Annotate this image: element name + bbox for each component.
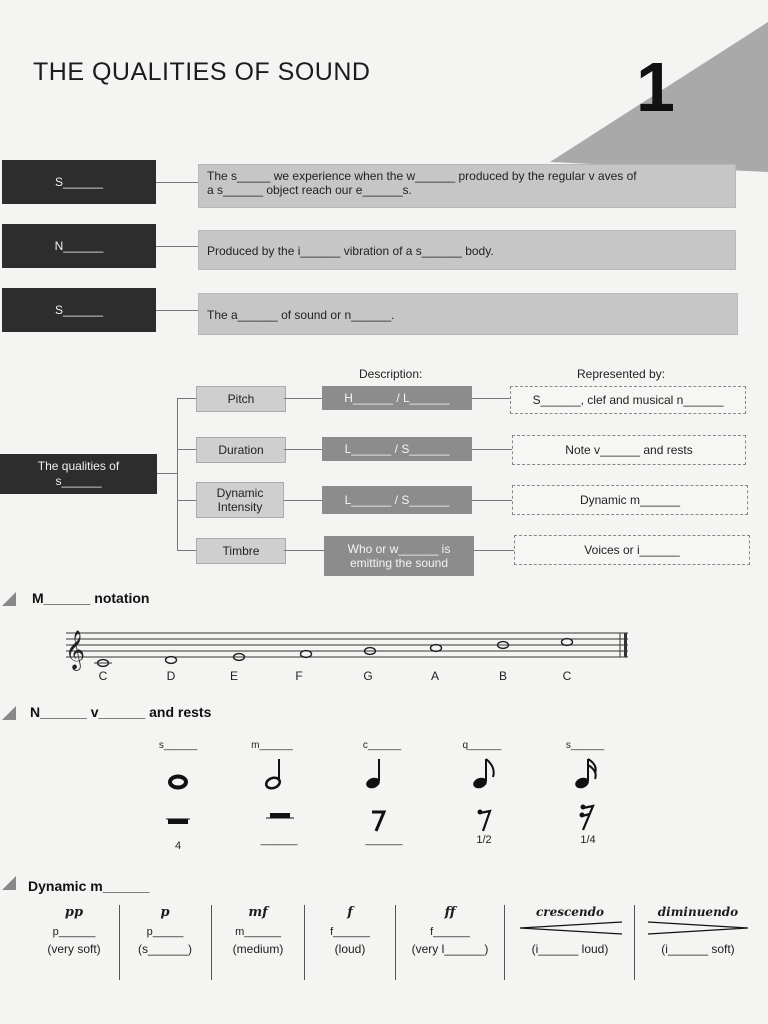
- definition-text-line: Produced by the i______ vibration of a s______ body.: [207, 244, 494, 258]
- qualities-root-line: The qualities of: [37, 459, 120, 473]
- minim-icon: [265, 759, 282, 790]
- dynamic-meaning: (very l______): [411, 942, 489, 956]
- note-name: F: [295, 669, 303, 683]
- connector: [177, 500, 196, 501]
- note-value-label: s______: [565, 740, 605, 751]
- represented-dynamics: Dynamic m______: [512, 485, 748, 515]
- crescendo-hairpin-icon: [514, 919, 626, 935]
- note-name: C: [98, 669, 108, 683]
- connector: [472, 449, 512, 450]
- represented-timbre: Voices or i______: [514, 535, 750, 565]
- tree-trunk: [177, 398, 178, 550]
- note-name: E: [229, 669, 238, 683]
- description-header: Description:: [359, 367, 423, 381]
- description-duration: L______ / S______: [322, 437, 472, 461]
- dynamic-meaning: (i______ soft): [661, 942, 735, 956]
- dynamic-symbol: f: [347, 905, 353, 920]
- rest-value: 1/2: [476, 834, 492, 846]
- divider: [304, 905, 305, 980]
- dynamic-ff: [400, 905, 500, 956]
- dynamic-symbol: pp: [64, 905, 84, 920]
- divider: [119, 905, 120, 980]
- definition-band-silence: [198, 293, 738, 335]
- connector: [177, 550, 196, 551]
- rest-value: ______: [365, 834, 403, 846]
- section-marker-icon: [2, 876, 16, 890]
- section-marker-icon: [2, 592, 16, 606]
- quality-duration: Duration: [196, 437, 286, 463]
- divider: [395, 905, 396, 980]
- definition-band-noise: [198, 230, 736, 270]
- qualities-root-box: [0, 454, 157, 494]
- dynamic-pp: [34, 905, 114, 956]
- semiquaver-rest-icon: [580, 805, 594, 831]
- rest-value: ______: [260, 834, 298, 846]
- connector: [157, 473, 177, 474]
- crotchet-icon: [365, 759, 382, 790]
- semibreve-rest-icon: [166, 819, 190, 824]
- dynamic-name: f______: [330, 926, 370, 938]
- connector: [156, 182, 198, 183]
- description-timbre: Who or w______ is emitting the sound: [324, 536, 474, 576]
- diminuendo-hairpin-icon: [642, 919, 754, 935]
- minim-rest-icon: [266, 813, 294, 818]
- quaver-rest-icon: [478, 810, 491, 832]
- definition-term-sound: S______: [2, 160, 156, 204]
- note-name: D: [166, 669, 176, 683]
- treble-clef-icon: 𝄞: [65, 630, 86, 670]
- connector: [472, 398, 510, 399]
- dynamic-meaning: (loud): [334, 942, 366, 956]
- note-value-label: s______: [158, 740, 198, 751]
- notation-heading: M______ notation: [32, 590, 150, 606]
- divider: [504, 905, 505, 980]
- dynamic-symbol: diminuendo: [657, 905, 739, 919]
- rest-value: 4: [174, 840, 182, 852]
- connector: [284, 500, 322, 501]
- dynamic-p: [125, 905, 205, 956]
- page-title: THE QUALITIES OF SOUND: [33, 58, 371, 86]
- dynamic-name: m______: [235, 926, 281, 938]
- connector: [284, 398, 322, 399]
- dynamic-symbol: mf: [248, 905, 268, 920]
- chapter-number: 1: [636, 48, 675, 126]
- dynamic-meaning: (s______): [137, 942, 193, 956]
- connector: [177, 398, 196, 399]
- note-name: B: [498, 669, 507, 683]
- section-marker-icon: [2, 706, 16, 720]
- represented-header: Represented by:: [577, 367, 666, 381]
- semibreve-icon: [170, 777, 186, 788]
- represented-pitch: S______, clef and musical n______: [510, 386, 746, 414]
- note-name: A: [430, 669, 439, 683]
- definition-text-line: The s_____ we experience when the w______ produced by the regular v aves of: [207, 169, 637, 183]
- definition-term-noise: N______: [2, 224, 156, 268]
- quality-dynamic-intensity: Dynamic Intensity: [196, 482, 284, 518]
- music-staff: [60, 625, 640, 675]
- definition-band-sound: [198, 164, 736, 208]
- quality-pitch: Pitch: [196, 386, 286, 412]
- connector: [472, 500, 512, 501]
- note-values-heading: N______ v______ and rests: [30, 704, 212, 720]
- definition-text-line: a s______ object reach our e______s.: [207, 183, 412, 197]
- note-name: C: [562, 669, 572, 683]
- description-pitch: H______ / L______: [322, 386, 472, 410]
- dynamic-name: p_____: [146, 926, 184, 938]
- dynamic-meaning: (medium): [232, 942, 284, 956]
- note-name: G: [363, 669, 373, 683]
- dynamic-symbol: crescendo: [535, 905, 605, 919]
- note-value-label: q______: [462, 740, 502, 751]
- quaver-icon: [472, 759, 494, 790]
- definition-text-line: The a______ of sound or n______.: [207, 308, 395, 322]
- crotchet-rest-icon: [372, 812, 384, 831]
- definition-term-silence: S______: [2, 288, 156, 332]
- dynamic-diminuendo: [642, 905, 754, 956]
- description-dynamic-intensity: L______ / S______: [322, 486, 472, 514]
- connector: [474, 550, 514, 551]
- note-values-figure: [140, 755, 640, 835]
- divider: [634, 905, 635, 980]
- dynamic-mf: [218, 905, 298, 956]
- dynamics-heading: Dynamic m______: [28, 878, 150, 894]
- dynamic-name: p______: [52, 926, 96, 938]
- semiquaver-icon: [574, 759, 596, 790]
- note-value-label: m______: [251, 740, 293, 751]
- connector: [284, 449, 322, 450]
- connector: [156, 310, 198, 311]
- dynamic-crescendo: [514, 905, 626, 956]
- note-value-label: c______: [362, 740, 402, 751]
- connector: [156, 246, 198, 247]
- connector: [177, 449, 196, 450]
- divider: [211, 905, 212, 980]
- rest-value: 1/4: [580, 834, 596, 846]
- represented-duration: Note v______ and rests: [512, 435, 746, 465]
- dynamic-symbol: ff: [444, 905, 456, 920]
- qualities-root-line: s______: [55, 474, 102, 488]
- dynamic-symbol: p: [160, 905, 170, 920]
- dynamic-name: f______: [430, 926, 470, 938]
- dynamic-meaning: (very soft): [47, 942, 101, 956]
- connector: [284, 550, 324, 551]
- dynamic-f: [310, 905, 390, 956]
- quality-timbre: Timbre: [196, 538, 286, 564]
- dynamic-meaning: (i______ loud): [531, 942, 609, 956]
